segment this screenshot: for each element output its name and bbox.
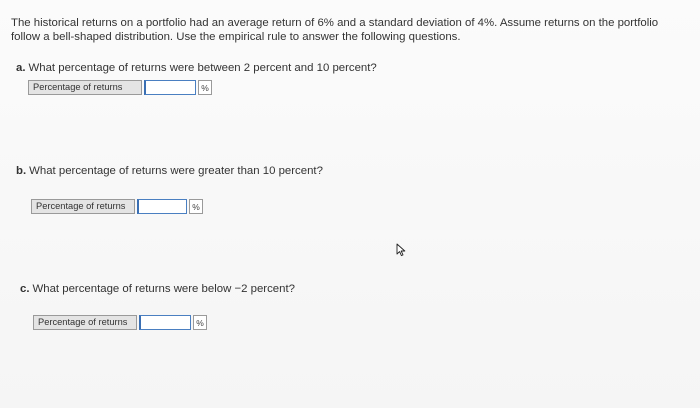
- question-a: [16, 62, 377, 74]
- answer-row-a: [28, 80, 212, 95]
- answer-a-label: Percentage of returns: [28, 80, 142, 95]
- answer-c-unit: %: [193, 315, 207, 330]
- question-b-letter: b.: [16, 165, 27, 177]
- question-c-letter: c.: [20, 283, 30, 295]
- question-a-letter: a.: [16, 62, 26, 74]
- mouse-pointer-icon: [396, 243, 408, 257]
- question-b-text: What percentage of returns were greater than 10 percent?: [29, 165, 323, 177]
- answer-a-input[interactable]: [144, 80, 196, 95]
- answer-row-b: [31, 199, 203, 214]
- question-a-text: What percentage of returns were between 2 percent and 10 percent?: [28, 62, 377, 74]
- answer-b-unit: %: [189, 199, 203, 214]
- answer-a-unit: %: [198, 80, 212, 95]
- question-b: [16, 165, 323, 177]
- question-c: [20, 283, 295, 295]
- question-c-text: What percentage of returns were below −2 percent?: [32, 283, 295, 295]
- problem-statement: [11, 16, 691, 44]
- answer-b-label: Percentage of returns: [31, 199, 135, 214]
- answer-c-input[interactable]: [139, 315, 191, 330]
- answer-c-label: Percentage of returns: [33, 315, 137, 330]
- answer-row-c: [33, 315, 207, 330]
- problem-statement-line-1: The historical returns on a portfolio had an average return of 6% and a standard deviation of 4%. Assume returns on the portfolio: [11, 17, 659, 29]
- problem-statement-line-2: follow a bell-shaped distribution. Use the empirical rule to answer the following questions.: [11, 31, 461, 43]
- answer-b-input[interactable]: [137, 199, 187, 214]
